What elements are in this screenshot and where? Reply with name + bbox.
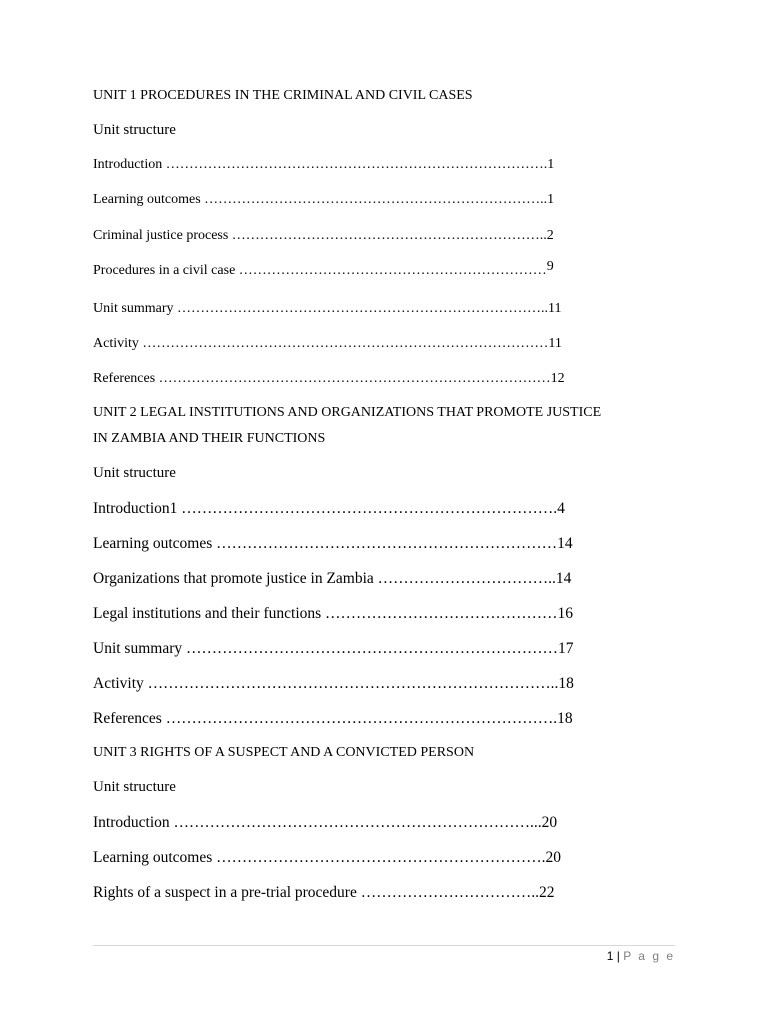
toc-entry: Unit summary ……………………………………………………………………..11 bbox=[93, 301, 562, 316]
unit-3-heading: UNIT 3 RIGHTS OF A SUSPECT AND A CONVICTED PERSON bbox=[93, 745, 475, 760]
unit-2-heading: UNIT 2 LEGAL INSTITUTIONS AND ORGANIZATIONS THAT PROMOTE JUSTICE bbox=[93, 405, 602, 420]
toc-entry: Legal institutions and their functions ………………………………………16 bbox=[93, 605, 574, 622]
toc-entry: Criminal justice process …………………………………………………………..2 bbox=[93, 228, 554, 243]
toc-entry: Learning outcomes …………………………………………………………14 bbox=[93, 535, 573, 552]
footer-page-label: P a g e bbox=[623, 949, 675, 963]
toc-entry: References …………………………………………………………………………12 bbox=[93, 371, 565, 386]
toc-entry: Learning outcomes ……………………………………………………….20 bbox=[93, 849, 561, 866]
toc-entry: Introduction1 ……………………………………………………………….4 bbox=[93, 500, 565, 517]
toc-entry: Activity ……………………………………………………………………………11 bbox=[93, 336, 562, 351]
toc-entry: Introduction ……………………………………………………………...20 bbox=[93, 814, 558, 831]
footer-page-number: 1 bbox=[606, 949, 614, 963]
toc-entry-text: Procedures in a civil case ………………………………………………………… bbox=[93, 263, 547, 278]
unit-1-structure-label: Unit structure bbox=[93, 122, 176, 138]
toc-entry: Organizations that promote justice in Zambia ……………………………..14 bbox=[93, 570, 572, 587]
unit-2-structure-label: Unit structure bbox=[93, 465, 176, 481]
toc-entry: Activity ……………………………………………………………………..18 bbox=[93, 675, 574, 692]
toc-entry: Learning outcomes ………………………………………………………………..1 bbox=[93, 192, 555, 207]
toc-entry-page: 9 bbox=[546, 259, 554, 274]
unit-3-structure-label: Unit structure bbox=[93, 779, 176, 795]
footer-divider bbox=[93, 945, 675, 946]
toc-entry: References ………………………………………………………………….18 bbox=[93, 710, 573, 727]
footer-separator: | bbox=[616, 949, 620, 963]
toc-entry: Unit summary ………………………………………………………………17 bbox=[93, 640, 574, 657]
unit-1-heading: UNIT 1 PROCEDURES IN THE CRIMINAL AND CIVIL CASES bbox=[93, 88, 473, 103]
toc-entry: Introduction ……………………………………………………………………….1 bbox=[93, 157, 555, 172]
page-footer bbox=[607, 949, 675, 963]
unit-2-heading-continued: IN ZAMBIA AND THEIR FUNCTIONS bbox=[93, 431, 326, 446]
toc-entry bbox=[93, 259, 554, 278]
toc-entry: Rights of a suspect in a pre-trial procedure ……………………………..22 bbox=[93, 884, 555, 901]
